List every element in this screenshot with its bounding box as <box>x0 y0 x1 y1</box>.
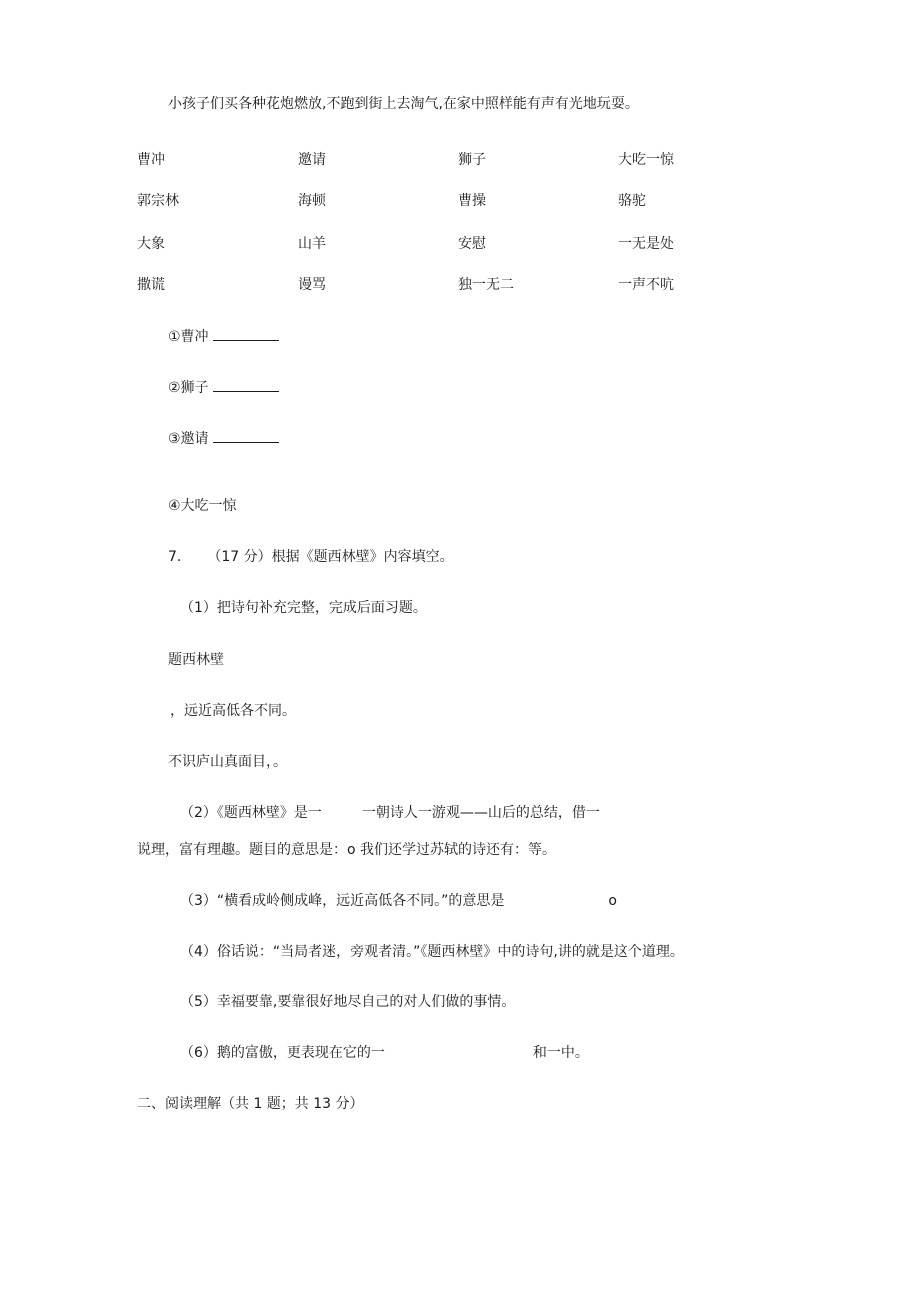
poem-line-2: 不识庐山真面目，。 <box>168 754 287 770</box>
word-cell: 独一无二 <box>458 277 514 293</box>
question-stem: （17 分）根据《题西林壁》内容填空。 <box>207 549 454 565</box>
sub-question-2-continued: 说理，富有理趣。题目的意思是：o 我们还学过苏轼的诗还有：等。 <box>137 842 557 858</box>
sub3-end: o <box>608 893 617 909</box>
word-cell: 大象 <box>137 236 165 252</box>
word-cell: 骆驼 <box>618 193 646 209</box>
answer-label: ①曹冲 <box>168 329 209 345</box>
word-cell: 郭宗林 <box>137 193 179 209</box>
word-cell: 曹操 <box>458 193 486 209</box>
word-cell: 狮子 <box>458 152 486 168</box>
sub-question-5: （5）幸福要靠,要靠很好地尽自己的对人们做的事情。 <box>180 994 516 1010</box>
word-cell: 大吃一惊 <box>618 152 674 168</box>
section-heading: 二、阅读理解（共 1 题；共 13 分） <box>137 1096 364 1112</box>
poem-line-1: ，远近高低各不同。 <box>170 703 296 719</box>
sub-question-1: （1）把诗句补充完整，完成后面习题。 <box>180 600 427 616</box>
sub3-text: （3）“横看成岭侧成峰，远近高低各不同。”的意思是 <box>180 893 505 909</box>
word-cell: 一无是处 <box>618 236 674 252</box>
sub2-text-b: 一朝诗人一游观——山后的总结，借一 <box>361 805 600 821</box>
answer-blank[interactable] <box>213 377 279 392</box>
answer-item <box>168 428 279 449</box>
word-cell: 撒谎 <box>137 277 165 293</box>
sub-question-4: （4）俗话说：“当局者迷，旁观者清。”《题西林壁》中的诗句,讲的就是这个道理。 <box>180 944 684 960</box>
sub6-text-b: 和一中。 <box>532 1045 589 1061</box>
answer-label: ②狮子 <box>168 380 209 396</box>
word-cell: 山羊 <box>298 236 326 252</box>
question-7-stem <box>168 547 454 567</box>
word-cell: 安慰 <box>458 236 486 252</box>
sub6-text-a: （6）鹅的富傲，更表现在它的一 <box>180 1045 385 1061</box>
sub2-text-a: （2）《题西林壁》是一 <box>180 805 322 821</box>
answer-item <box>168 496 237 516</box>
sub-question-6 <box>180 1043 589 1063</box>
answer-label: ③邀请 <box>168 431 209 447</box>
word-cell: 海顿 <box>298 193 326 209</box>
poem-title: 题西林壁 <box>168 652 224 668</box>
answer-label: ④大吃一惊 <box>168 498 237 514</box>
answer-item <box>168 377 279 398</box>
word-cell: 曹冲 <box>137 152 165 168</box>
word-cell: 谩骂 <box>298 277 326 293</box>
sub-question-2 <box>180 803 600 823</box>
sub-question-3 <box>180 891 617 911</box>
question-number: 7. <box>168 549 182 565</box>
answer-blank[interactable] <box>213 428 279 443</box>
answer-blank[interactable] <box>213 326 279 341</box>
intro-sentence: 小孩子们买各种花炮燃放,不跑到街上去淘气,在家中照样能有声有光地玩耍。 <box>168 96 639 112</box>
word-cell: 邀请 <box>298 152 326 168</box>
answer-item <box>168 326 279 347</box>
word-cell: 一声不吭 <box>618 277 674 293</box>
